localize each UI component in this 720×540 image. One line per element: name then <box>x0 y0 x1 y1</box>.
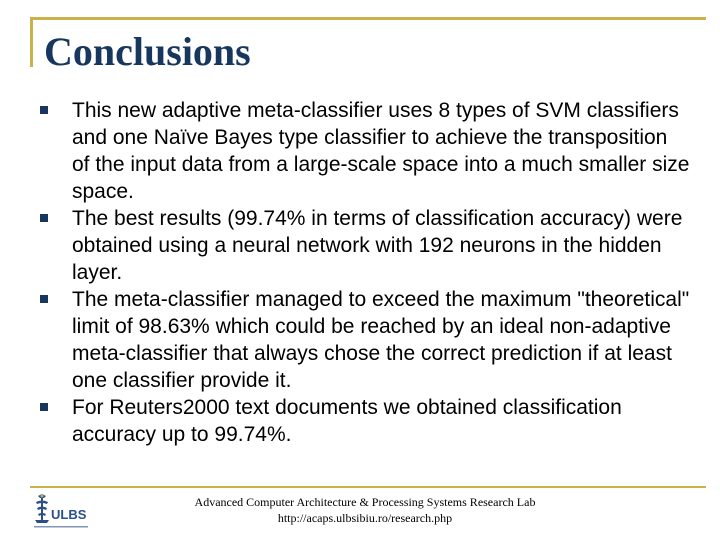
square-bullet-icon <box>40 295 48 303</box>
footer-line <box>30 486 706 488</box>
bullet-item <box>40 394 690 448</box>
bullet-text: This new adaptive meta-classifier uses 8 types of SVM classifiers and one Naïve Bayes type classifier to achieve the transposition of the input data from a large-scale space into a much smaller size space. <box>72 99 690 203</box>
footer-lab-name: Advanced Computer Architecture & Processing Systems Research Lab <box>194 495 536 509</box>
ulbs-logo <box>30 492 92 532</box>
slide-title: Conclusions <box>44 29 251 74</box>
bullet-text: The meta-classifier managed to exceed the maximum "theoretical" limit of 98.63% which could be reached by an ideal non-adaptive meta-classifier that always chose the correct prediction if at least one classifier provide it. <box>72 288 690 392</box>
bullet-list <box>40 97 690 448</box>
footer-url[interactable]: http://acaps.ulbsibiu.ro/research.php <box>277 511 453 525</box>
frame-top-line <box>30 17 706 20</box>
square-bullet-icon <box>40 106 48 114</box>
bullet-item <box>40 97 690 205</box>
bullet-item <box>40 205 690 286</box>
logo-wordmark: ULBS <box>51 507 87 522</box>
square-bullet-icon <box>40 214 48 222</box>
bullet-text: For Reuters2000 text documents we obtained classification accuracy up to 99.74%. <box>72 396 622 446</box>
bullet-item <box>40 286 690 394</box>
bullet-text: The best results (99.74% in terms of classification accuracy) were obtained using a neural network with 192 neurons in the hidden layer. <box>72 207 683 284</box>
square-bullet-icon <box>40 403 48 411</box>
footer-credits <box>150 494 580 526</box>
frame-left-line <box>30 17 33 67</box>
